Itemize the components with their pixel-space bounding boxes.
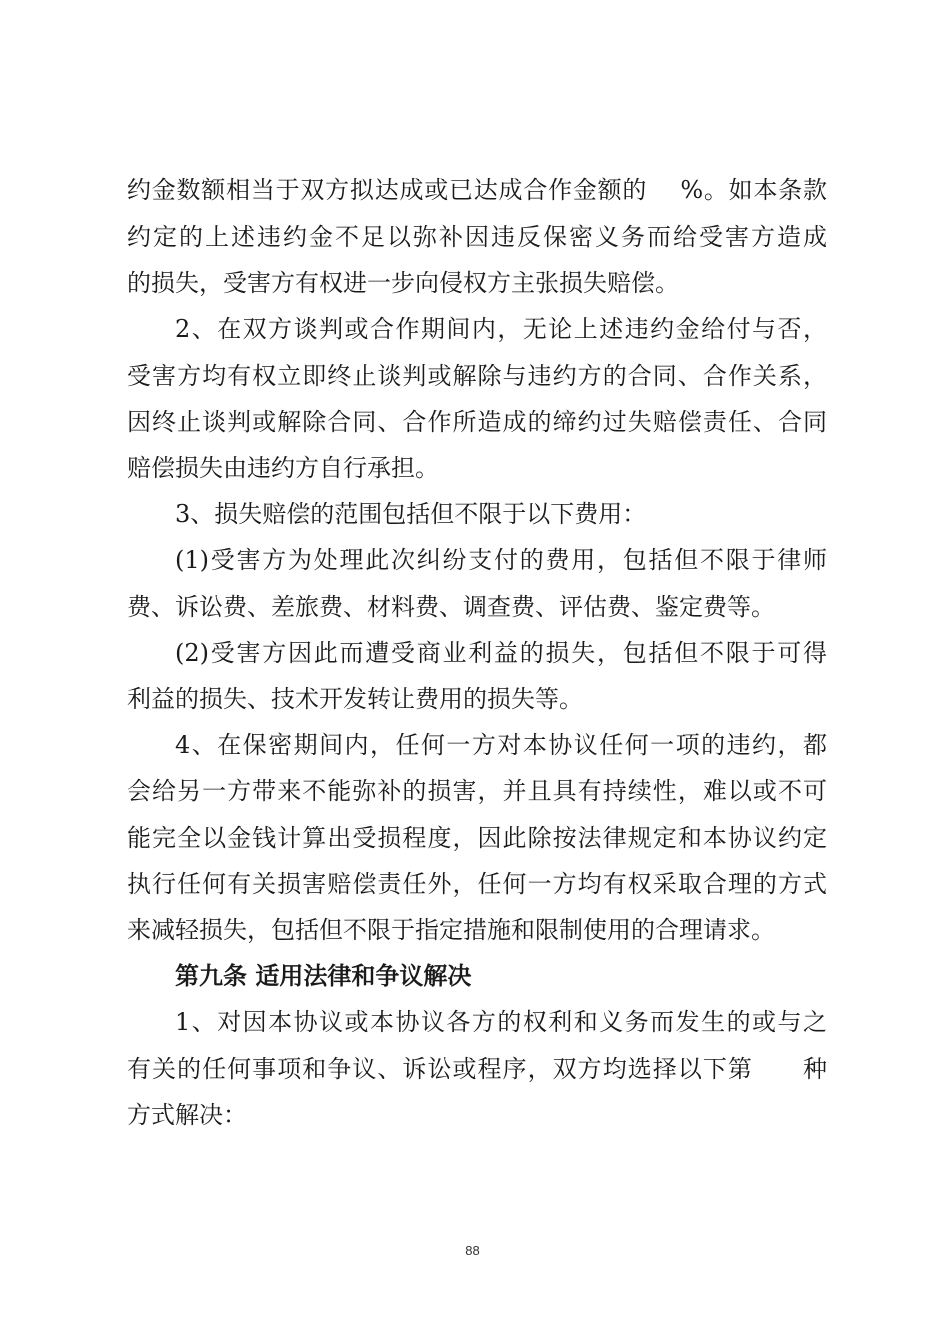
paragraph-line: 因终止谈判或解除合同、合作所造成的缔约过失赔偿责任、合同 [127, 408, 827, 436]
page-number: 88 [465, 1243, 480, 1258]
paragraph-line: 会给另一方带来不能弥补的损害，并且具有持续性，难以或不可 [127, 777, 827, 805]
paragraph-line: 约金数额相当于双方拟达成或已达成合作金额的 %。如本条款 [127, 176, 827, 204]
paragraph-line: 方式解决： [127, 1101, 247, 1129]
paragraph-line: 赔偿损失由违约方自行承担。 [127, 454, 439, 482]
paragraph-line: 4、在保密期间内，任何一方对本协议任何一项的违约，都 [175, 731, 827, 759]
paragraph-line: 的损失，受害方有权进一步向侵权方主张损失赔偿。 [127, 269, 679, 297]
paragraph-line: 执行任何有关损害赔偿责任外，任何一方均有权采取合理的方式 [127, 870, 827, 898]
section-heading: 第九条 适用法律和争议解决 [175, 961, 472, 990]
paragraph-line: 约定的上述违约金不足以弥补因违反保密义务而给受害方造成 [127, 223, 827, 251]
paragraph-line: (1)受害方为处理此次纠纷支付的费用，包括但不限于律师 [175, 546, 827, 574]
paragraph-line: 来减轻损失，包括但不限于指定措施和限制使用的合理请求。 [127, 916, 775, 944]
paragraph-line: 受害方均有权立即终止谈判或解除与违约方的合同、合作关系， [127, 362, 827, 390]
paragraph-line: 利益的损失、技术开发转让费用的损失等。 [127, 685, 583, 713]
paragraph-line: 3、损失赔偿的范围包括但不限于以下费用： [175, 500, 647, 528]
paragraph-line: 费、诉讼费、差旅费、材料费、调查费、评估费、鉴定费等。 [127, 593, 775, 621]
paragraph-line: (2)受害方因此而遭受商业利益的损失，包括但不限于可得 [175, 639, 827, 667]
paragraph-line: 2、在双方谈判或合作期间内，无论上述违约金给付与否， [175, 315, 827, 343]
paragraph-line: 能完全以金钱计算出受损程度，因此除按法律规定和本协议约定 [127, 824, 827, 852]
paragraph-line: 1、对因本协议或本协议各方的权利和义务而发生的或与之 [175, 1008, 827, 1036]
paragraph-line: 有关的任何事项和争议、诉讼或程序，双方均选择以下第 种 [127, 1055, 827, 1083]
